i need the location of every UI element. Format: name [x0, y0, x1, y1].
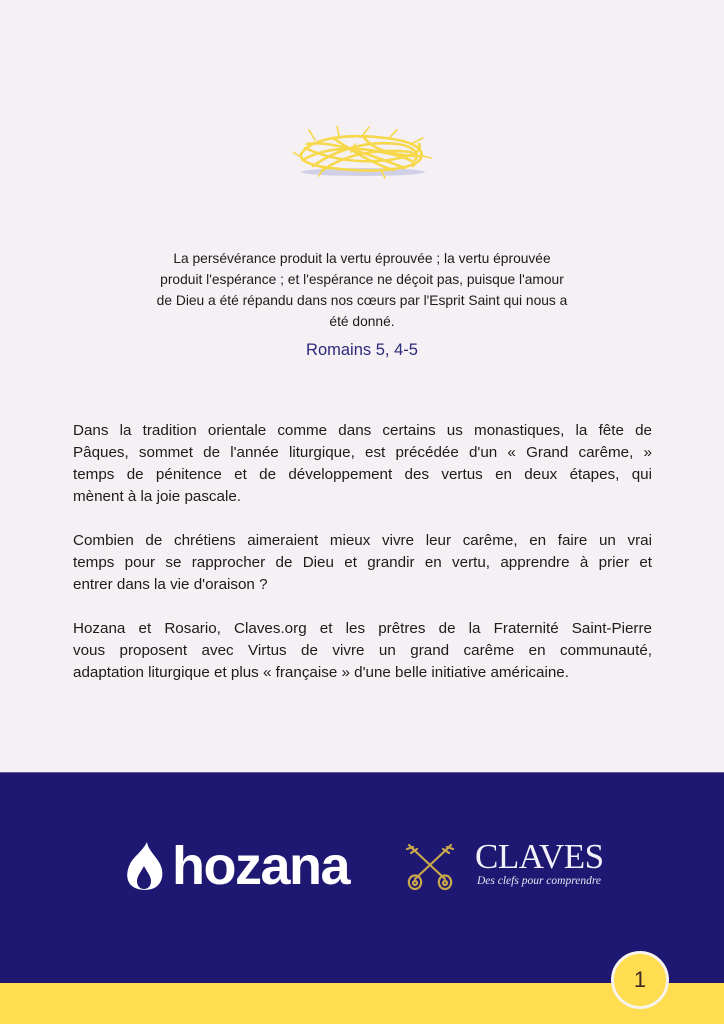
claves-tagline: Des clefs pour comprendre	[477, 875, 602, 887]
quote-line: de Dieu a été répandu dans nos cœurs par l'Esprit Saint qui nous a	[156, 293, 568, 308]
quote-line: été donné.	[329, 314, 395, 329]
hozana-wordmark: hozana	[172, 836, 350, 896]
paragraph-line: Dans la tradition orientale comme dans certains us monastiques, la fête de	[73, 422, 652, 439]
hozana-logo	[126, 836, 349, 896]
claves-wordmark: CLAVES	[475, 837, 604, 876]
crossed-keys-icon	[405, 843, 455, 891]
banner-divider	[0, 772, 724, 773]
paragraph-line: Hozana et Rosario, Claves.org et les prêtres de la Fraternité Saint-Pierre	[73, 620, 652, 637]
paragraph-line: temps pour se rapprocher de Dieu et grandir en vertu, apprendre à prier et	[73, 554, 652, 571]
quote-line: La persévérance produit la vertu éprouvée ; la vertu éprouvée	[173, 251, 551, 266]
paragraph	[73, 530, 652, 596]
paragraph-line: adaptation liturgique et plus « française » d'une belle initiative américaine.	[73, 664, 569, 681]
page-number: 1	[611, 951, 669, 1009]
quote-reference: Romains 5, 4-5	[306, 341, 418, 359]
paragraph-line: vous proposent avec Virtus de vivre un grand carême en communauté,	[73, 642, 652, 659]
crown-of-thorns-icon	[293, 126, 433, 182]
flame-icon	[126, 842, 164, 890]
footer-banner	[0, 772, 724, 983]
body-text	[73, 420, 652, 706]
paragraph-line: mènent à la joie pascale.	[73, 488, 242, 505]
paragraph-line: Pâques, sommet de l'année liturgique, est précédée d'un « Grand carême, »	[73, 444, 652, 461]
paragraph	[73, 618, 652, 684]
paragraph	[73, 420, 652, 508]
bible-quote	[100, 248, 624, 332]
paragraph-line: Combien de chrétiens aimeraient mieux vivre leur carême, en faire un vrai	[73, 532, 652, 549]
paragraph-line: temps de pénitence et de développement des vertus en deux étapes, qui	[73, 466, 652, 483]
paragraph-line: entrer dans la vie d'oraison ?	[73, 576, 268, 593]
quote-line: produit l'espérance ; et l'espérance ne déçoit pas, puisque l'amour	[160, 272, 564, 287]
